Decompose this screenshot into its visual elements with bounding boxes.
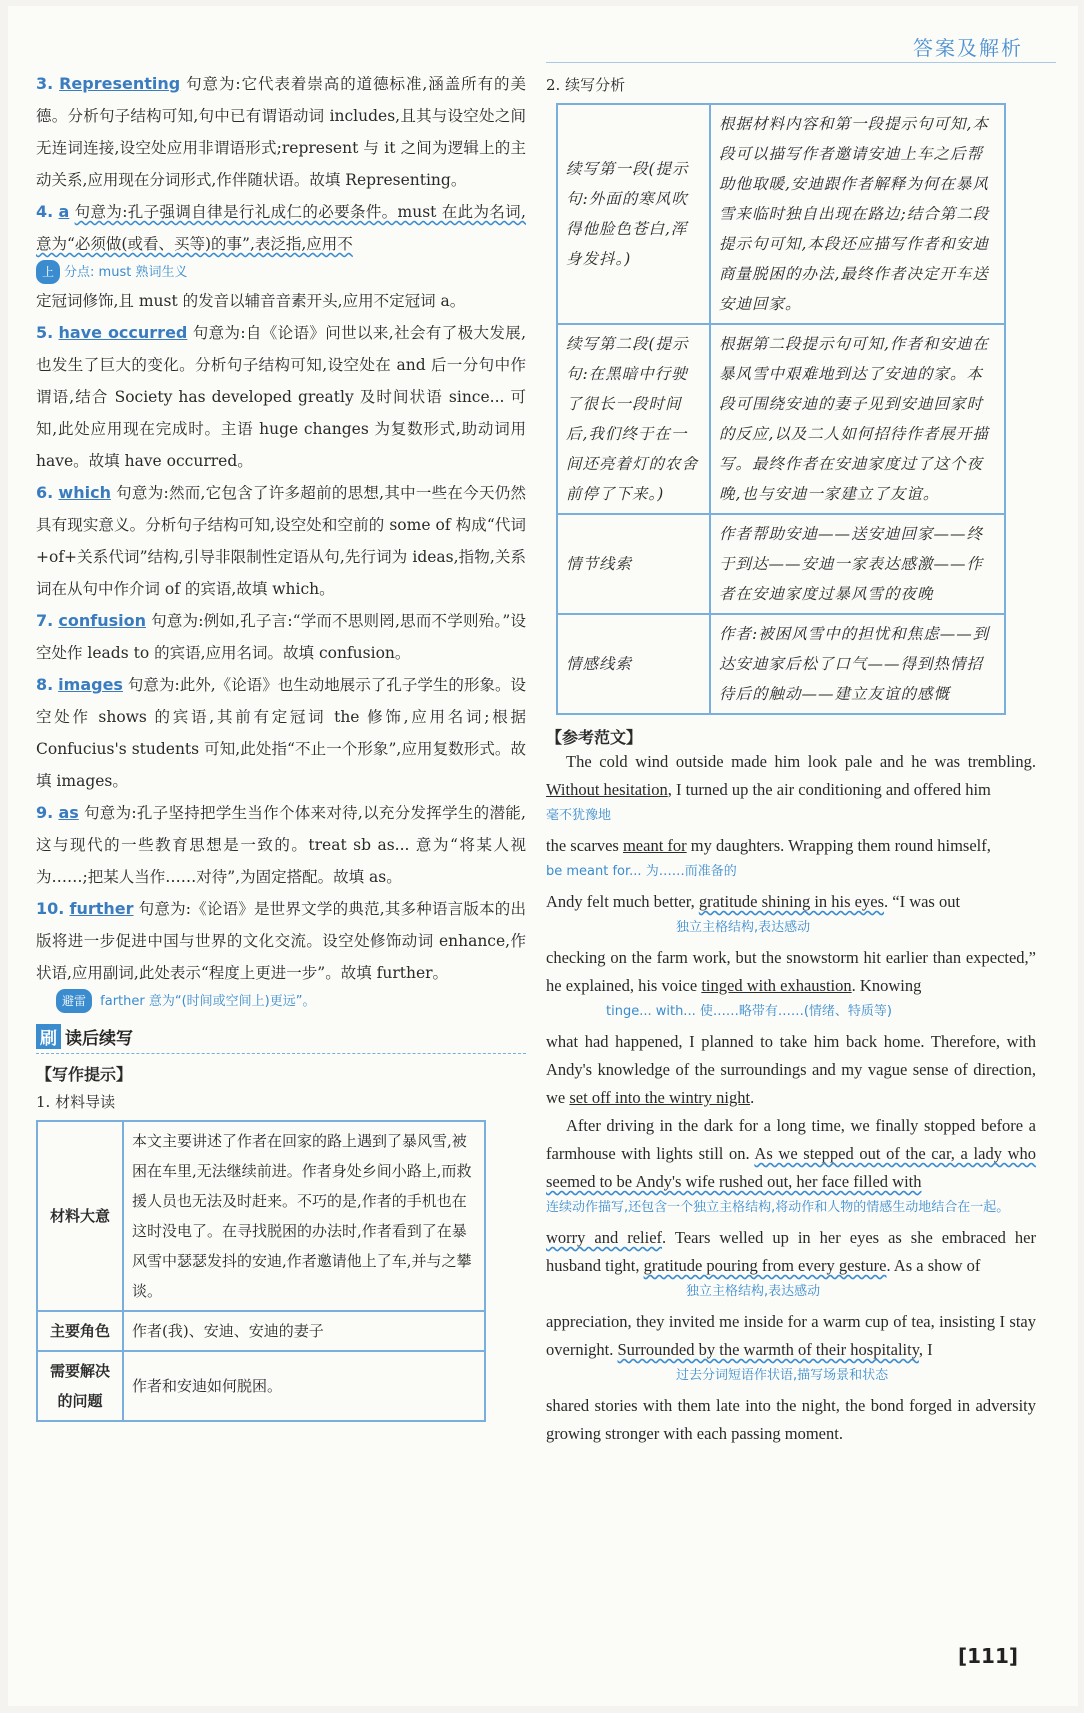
page xyxy=(8,6,1078,1706)
gloss: 过去分词短语作状语,描写场景和状态 xyxy=(676,1368,889,1383)
gloss: tinge... with... 使……略带有……(情绪、特质等) xyxy=(606,1004,892,1019)
answer-word: which xyxy=(58,483,111,502)
analysis-heading: 2. 续写分析 xyxy=(546,76,626,94)
note-badge: 上 xyxy=(36,260,60,284)
table-value: 作者(我)、安迪、安迪的妻子 xyxy=(123,1311,485,1351)
answer-item-4-tail: 定冠词修饰,且 must 的发音以辅音音素开头,应用不定冠词 a。 xyxy=(36,292,466,310)
gloss: 独立主格结构,表达感动 xyxy=(676,920,811,935)
answer-word: further xyxy=(69,899,134,918)
table-row xyxy=(557,514,1005,614)
note-farther: 避雷 farther 意为“(时间或空间上)更远”。 xyxy=(36,989,526,1014)
answer-item-6: 6. which 句意为:然而,它包含了许多超前的思想,其中一些在今天仍然具有现实意义。分析句子结构可知,设空处和空前的 some of 构成“代词+of+关系代词”结构,引导非限制性定语从句,先行词为 ideas,指物,关系词在从句中作介词 of 的宾语,故填 which。 xyxy=(36,483,526,598)
table-key: 续写第一段(提示句:外面的寒风吹得他脸色苍白,浑身发抖。) xyxy=(557,104,710,324)
right-column xyxy=(546,68,1036,1448)
table-key: 情节线索 xyxy=(557,514,710,614)
table-row xyxy=(37,1121,485,1311)
gloss: 毫不犹豫地 xyxy=(546,808,612,823)
table-key: 情感线索 xyxy=(557,614,710,714)
table-row xyxy=(37,1351,485,1421)
gloss: be meant for... 为……而准备的 xyxy=(546,864,737,879)
table-value: 作者:被困风雪中的担忧和焦虑——到达安迪家后松了口气——得到热情招待后的触动——建立友谊的感慨 xyxy=(710,614,1005,714)
answer-item-10: 10. further 句意为:《论语》是世界文学的典范,其多种语言版本的出版将进一步促进中国与世界的文化交流。设空处修饰动词 enhance,作状语,应用副词,此处表示“程度上更进一步”。故填 further。 xyxy=(36,899,526,982)
left-column xyxy=(36,68,526,1422)
answer-item-3: 3. Representing 句意为:它代表着崇高的道德标准,涵盖所有的美德。分析句子结构可知,句中已有谓语动词 includes,且其与设空处之间无连词连接,设空处应用非谓语形式;represent 与 it 之间为逻辑上的主动关系,应用现在分词形式,作伴随状语。故填 Representing。 xyxy=(36,74,526,189)
table-row xyxy=(557,614,1005,714)
page-header-title: 答案及解析 xyxy=(913,36,1023,60)
answer-item-4: 4. a 句意为:孔子强调自律是行礼成仁的必要条件。must 在此为名词,意为“必须做(或看、买等)的事”,表泛指,应用不 xyxy=(36,202,526,253)
table-key: 续写第二段(提示句:在黑暗中行驶了很长一段时间后,我们终于在一间还亮着灯的农舍前停了下来。) xyxy=(557,324,710,514)
writing-tip-heading: 【写作提示】 xyxy=(36,1065,133,1084)
gloss: 连续动作描写,还包含一个独立主格结构,将动作和人物的情感生动地结合在一起。 xyxy=(546,1200,1010,1215)
page-number: [111] xyxy=(957,1644,1018,1668)
section-title: 刷 读后续写 xyxy=(36,1024,526,1054)
gloss: 独立主格结构,表达感动 xyxy=(686,1284,821,1299)
answer-item-8: 8. images 句意为:此外,《论语》也生动地展示了孔子学生的形象。设空处作 shows 的宾语,其前有定冠词 the 修饰,应用名词;根据 Confucius's students 可知,此处指“不止一个形象”,应用复数形式。故填 images。 xyxy=(36,675,526,790)
answer-item-9: 9. as 句意为:孔子坚持把学生当作个体来对待,以充分发挥学生的潜能,这与现代的一些教育思想是一致的。treat sb as... 意为“将某人视为……;把某人当作……对待”,为固定搭配。故填 as。 xyxy=(36,803,526,886)
section-badge: 刷 xyxy=(36,1024,61,1049)
reference-essay-title: 【参考范文】 xyxy=(546,728,643,747)
answer-word: a xyxy=(58,202,70,221)
table-row xyxy=(557,324,1005,514)
header-divider xyxy=(546,62,1056,63)
answer-word: images xyxy=(58,675,123,694)
table-key: 需要解决的问题 xyxy=(37,1351,123,1421)
table-key: 主要角色 xyxy=(37,1311,123,1351)
table-value: 作者和安迪如何脱困。 xyxy=(123,1351,485,1421)
table-value: 根据第二段提示句可知,作者和安迪在暴风雪中艰难地到达了安迪的家。本段可围绕安迪的妻子见到安迪回家时的反应,以及二人如何招待作者展开描写。最终作者在安迪家度过了这个夜晚,也与安迪一家建立了友谊。 xyxy=(710,324,1005,514)
answer-item-7: 7. confusion 句意为:例如,孔子言:“学而不思则罔,思而不学则殆。”设空处作 leads to 的宾语,应用名词。故填 confusion。 xyxy=(36,611,526,662)
note-must: 上 分点: must 熟词生义 xyxy=(36,260,526,285)
answer-item-5: 5. have occurred 句意为:自《论语》问世以来,社会有了极大发展,也发生了巨大的变化。分析句子结构可知,设空处在 and 后一分句中作谓语,结合 Society has developed greatly 及时间状语 since... 可知,此处应用现在完成时。主语 huge changes 为复数形式,助动词用 have。故填 have occurred。 xyxy=(36,323,527,470)
analysis-table xyxy=(556,103,1006,715)
answer-word: have occurred xyxy=(58,323,188,342)
material-heading: 1. 材料导读 xyxy=(36,1093,116,1111)
answer-word: Representing xyxy=(59,74,181,93)
note-badge: 避雷 xyxy=(56,989,92,1013)
material-table xyxy=(36,1120,486,1422)
reference-essay: The cold wind outside made him look pale and he was trembling. Without hesitation, I turned up the air conditioning and offered him 毫不犹豫地 the scarves meant for my daughters. Wrapping them round himself, be meant for... 为……而准备的 Andy felt much better, gratitude shining in his eyes. “I was out 独立主格结构,表达感动 checking on the farm work, but the snowstorm hit earlier than expected,” he explained, his voice tinged with exhaustion. Knowing tinge... with... 使……略带有……(情绪、特质等) what had happened, I planned to take him back home. Therefore, with Andy's knowledge of the surroundings and my vague sense of direction, we set off into the wintry night. After driving in the dark for a long time, we finally stopped before a farmhouse with lights still on. As we stepped out of the car, a lady who seemed to be Andy's wife rushed out, her face filled with 连续动作描写,还包含一个独立主格结构,将动作和人物的情感生动地结合在一起。 worry and relief. Tears welled up in her eyes as she embraced her husband tight, gratitude pouring from every gesture. As a show of 独立主格结构,表达感动 appreciation, they invited me inside for a warm cup of tea, insisting I stay overnight. Surrounded by the warmth of their hospitality, I 过去分词短语作状语,描写场景和状态 shared stories with them late into the night, the bond forged in adversity growing stronger with each passing moment. xyxy=(546,752,1037,1443)
table-row xyxy=(37,1311,485,1351)
table-value: 本文主要讲述了作者在回家的路上遇到了暴风雪,被困在车里,无法继续前进。作者身处乡间小路上,而救援人员也无法及时赶来。不巧的是,作者的手机也在这时没电了。在寻找脱困的办法时,作者看到了在暴风雪中瑟瑟发抖的安迪,作者邀请他上了车,并与之攀谈。 xyxy=(123,1121,485,1311)
table-row xyxy=(557,104,1005,324)
answer-word: confusion xyxy=(58,611,146,630)
table-value: 根据材料内容和第一段提示句可知,本段可以描写作者邀请安迪上车之后帮助他取暖,安迪跟作者解释为何在暴风雪来临时独自出现在路边;结合第二段提示句可知,本段还应描写作者和安迪商量脱困的办法,最终作者决定开车送安迪回家。 xyxy=(710,104,1005,324)
table-key: 材料大意 xyxy=(37,1121,123,1311)
table-value: 作者帮助安迪——送安迪回家——终于到达——安迪一家表达感激——作者在安迪家度过暴风雪的夜晚 xyxy=(710,514,1005,614)
answer-word: as xyxy=(58,803,79,822)
